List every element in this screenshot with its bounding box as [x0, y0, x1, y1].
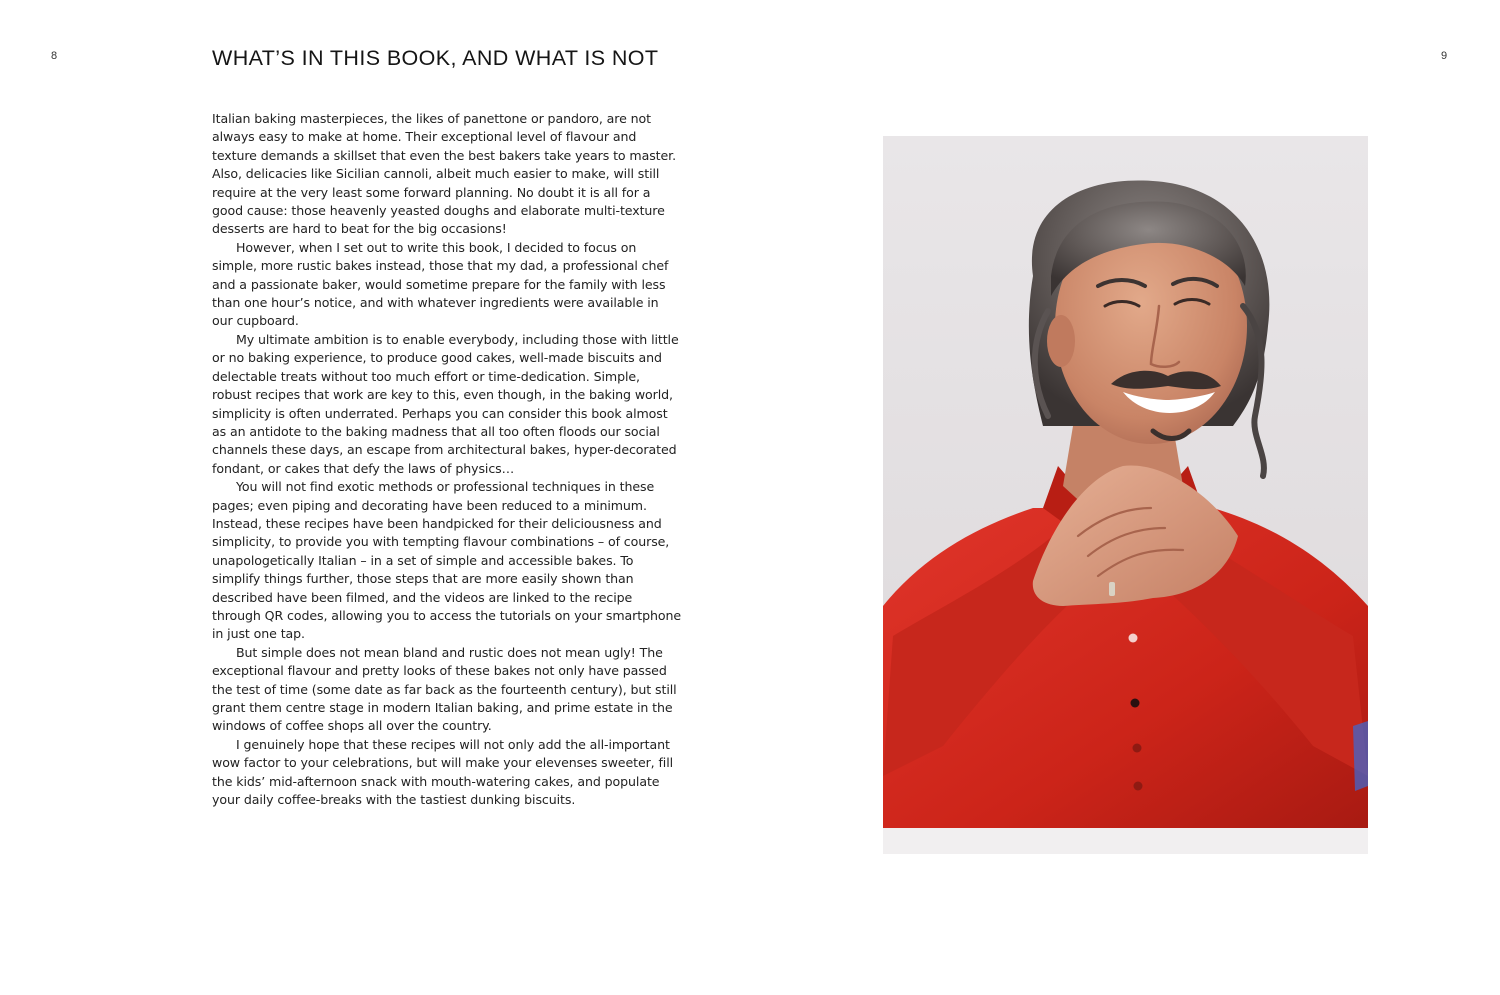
portrait-illustration: [883, 136, 1368, 854]
paragraph-2: However, when I set out to write this book, I decided to focus on simple, more rustic bakes instead, those that my dad, a professional chef and a passionate baker, would sometime prepare for the family with less than one hour’s notice, and with whatever ingredients were available in our cupboard.: [212, 239, 669, 329]
paragraph-6: I genuinely hope that these recipes will not only add the all-important wow factor to your celebrations, but will make your elevenses sweeter, fill the kids’ mid-afternoon snack with mouth-watering cakes, and populate your daily coffee-breaks with the tastiest dunking biscuits.: [212, 736, 674, 808]
paragraph-1: Italian baking masterpieces, the likes of panettone or pandoro, are not always easy to make at home. Their exceptional level of flavour and texture demands a skillset that even the best bakers take years to master. Also, delicacies like Sicilian cannoli, albeit much easier to make, will still require at the very least some forward planning. No doubt it is all for a good cause: those heavenly yeasted doughs and elaborate multi-texture desserts are hard to beat for the big occasions!: [212, 111, 676, 237]
shirt-sleeve-pattern: [1353, 721, 1368, 791]
table-surface: [883, 828, 1368, 854]
body-text: [212, 110, 682, 809]
page-number-right: 9: [1441, 50, 1448, 62]
page-number-left: 8: [51, 50, 58, 62]
paragraph-4: You will not find exotic methods or professional techniques in these pages; even piping and decorating have been reduced to a minimum. Instead, these recipes have been handpicked for their deliciousness and simplicity, to provide you with tempting flavour combinations – of course, unapologetically Italian – in a set of simple and accessible bakes. To simplify things further, those steps that are more easily shown than described have been filmed, and the videos are linked to the recipe through QR codes, allowing you to access the tutorials on your smartphone in just one tap.: [212, 479, 681, 642]
ring: [1109, 582, 1115, 596]
chapter-heading: WHAT’S IN THIS BOOK, AND WHAT IS NOT: [212, 46, 659, 70]
paragraph-5: But simple does not mean bland and rustic does not mean ugly! The exceptional flavour and pretty looks of these bakes not only have passed the test of time (some date as far back as the fourteenth century), but still grant them centre stage in modern Italian baking, and prime estate in the windows of coffee shops all over the country.: [212, 644, 677, 734]
paragraph-3: My ultimate ambition is to enable everybody, including those with little or no baking experience, to produce good cakes, well-made biscuits and delectable treats without too much effort or time-dedication. Simple, robust recipes that work are key to this, even though, in the baking world, simplicity is often underrated. Perhaps you can consider this book almost as an antidote to the baking madness that all too often floods our social channels these days, an escape from architectural bakes, hyper-decorated fondant, or cakes that defy the laws of physics…: [212, 331, 679, 476]
author-portrait-photo: [883, 136, 1368, 854]
ear: [1047, 315, 1075, 367]
